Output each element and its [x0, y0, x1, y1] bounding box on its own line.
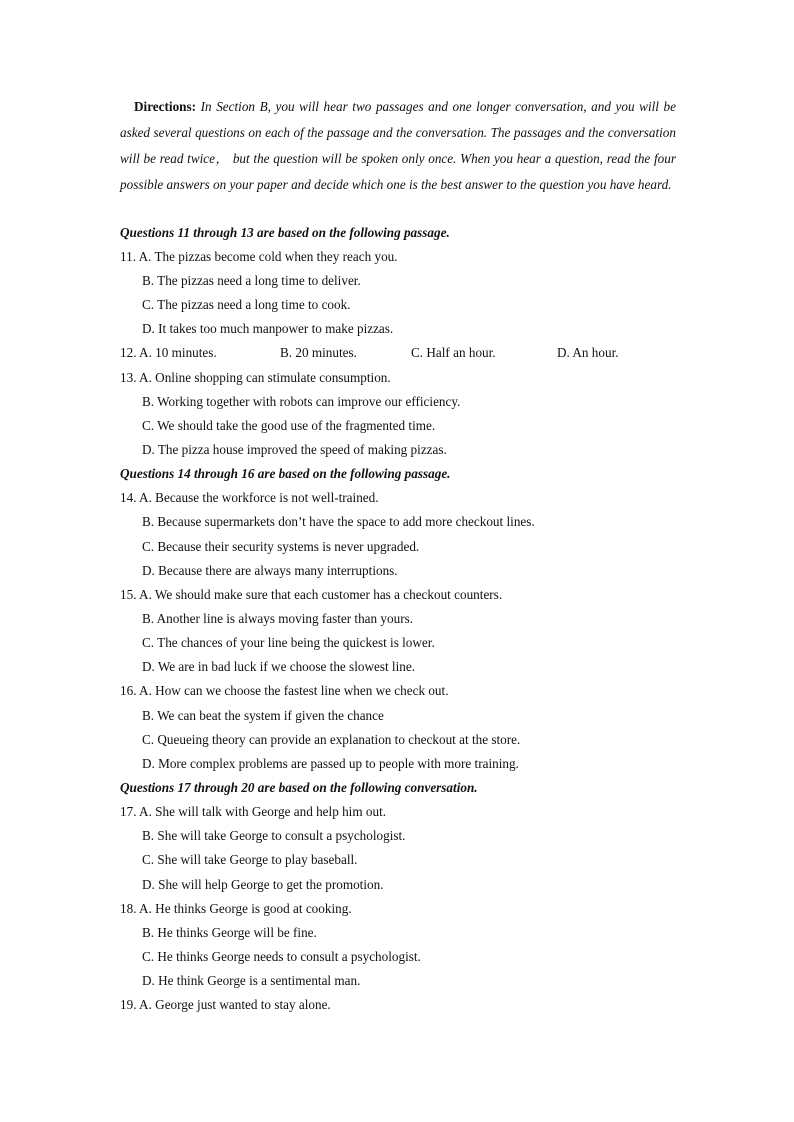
- question-14-option-c: C. Because their security systems is never upgraded.: [142, 539, 420, 554]
- question-12-option-d: D. An hour.: [557, 345, 619, 360]
- question-18-option-d: D. He think George is a sentimental man.: [142, 973, 361, 988]
- section-heading-17-20: Questions 17 through 20 are based on the following conversation.: [120, 780, 478, 795]
- question-18-option-c: C. He thinks George needs to consult a psychologist.: [142, 949, 421, 964]
- question-16-option-b: B. We can beat the system if given the chance: [142, 708, 384, 723]
- question-17-option-c: C. She will take George to play baseball.: [142, 852, 358, 867]
- question-15-option-d: D. We are in bad luck if we choose the slowest line.: [142, 659, 415, 674]
- question-14-option-a: 14. A. Because the workforce is not well-trained.: [120, 490, 379, 505]
- section-heading-14-16: Questions 14 through 16 are based on the following passage.: [120, 466, 451, 481]
- question-18-option-b: B. He thinks George will be fine.: [142, 925, 317, 940]
- question-15-option-b: B. Another line is always moving faster than yours.: [142, 611, 414, 626]
- question-11-option-a: 11. A. The pizzas become cold when they reach you.: [120, 249, 398, 264]
- question-16-option-a: 16. A. How can we choose the fastest line when we check out.: [120, 683, 449, 698]
- question-14-option-d: D. Because there are always many interruptions.: [142, 563, 398, 578]
- directions-label: Directions:: [134, 99, 197, 114]
- question-19-option-a: 19. A. George just wanted to stay alone.: [120, 997, 331, 1012]
- question-12-option-c: C. Half an hour.: [411, 345, 496, 360]
- question-11-option-b: B. The pizzas need a long time to deliver.: [142, 273, 361, 288]
- question-17-option-d: D. She will help George to get the promotion.: [142, 877, 384, 892]
- question-13-option-c: C. We should take the good use of the fragmented time.: [142, 418, 436, 433]
- section-heading-11-13: Questions 11 through 13 are based on the following passage.: [120, 225, 450, 240]
- question-14-option-b: B. Because supermarkets don’t have the space to add more checkout lines.: [142, 514, 535, 529]
- question-11-option-d: D. It takes too much manpower to make pizzas.: [142, 321, 394, 336]
- question-17-option-a: 17. A. She will talk with George and help him out.: [120, 804, 387, 819]
- question-15-option-c: C. The chances of your line being the quickest is lower.: [142, 635, 435, 650]
- directions-text: In Section B, you will hear two passages and one longer conversation, and you will be asked several questions on each of the passage and the conversation. The passages and the conversation will be read twice， but the question will be spoken only once. When you hear a question, read the four possible answers on your paper and decide which one is the best answer to the question you have heard.: [120, 99, 677, 192]
- question-12-option-a: 12. A. 10 minutes.: [120, 345, 217, 360]
- question-13-option-d: D. The pizza house improved the speed of making pizzas.: [142, 442, 447, 457]
- question-13-option-b: B. Working together with robots can improve our efficiency.: [142, 394, 461, 409]
- question-15-option-a: 15. A. We should make sure that each customer has a checkout counters.: [120, 587, 503, 602]
- question-11-option-c: C. The pizzas need a long time to cook.: [142, 297, 351, 312]
- question-13-option-a: 13. A. Online shopping can stimulate consumption.: [120, 370, 391, 385]
- question-16-option-c: C. Queueing theory can provide an explanation to checkout at the store.: [142, 732, 521, 747]
- question-16-option-d: D. More complex problems are passed up to people with more training.: [142, 756, 519, 771]
- question-17-option-b: B. She will take George to consult a psychologist.: [142, 828, 406, 843]
- question-12-option-b: B. 20 minutes.: [280, 345, 357, 360]
- question-18-option-a: 18. A. He thinks George is good at cooking.: [120, 901, 352, 916]
- directions-block: [120, 94, 676, 198]
